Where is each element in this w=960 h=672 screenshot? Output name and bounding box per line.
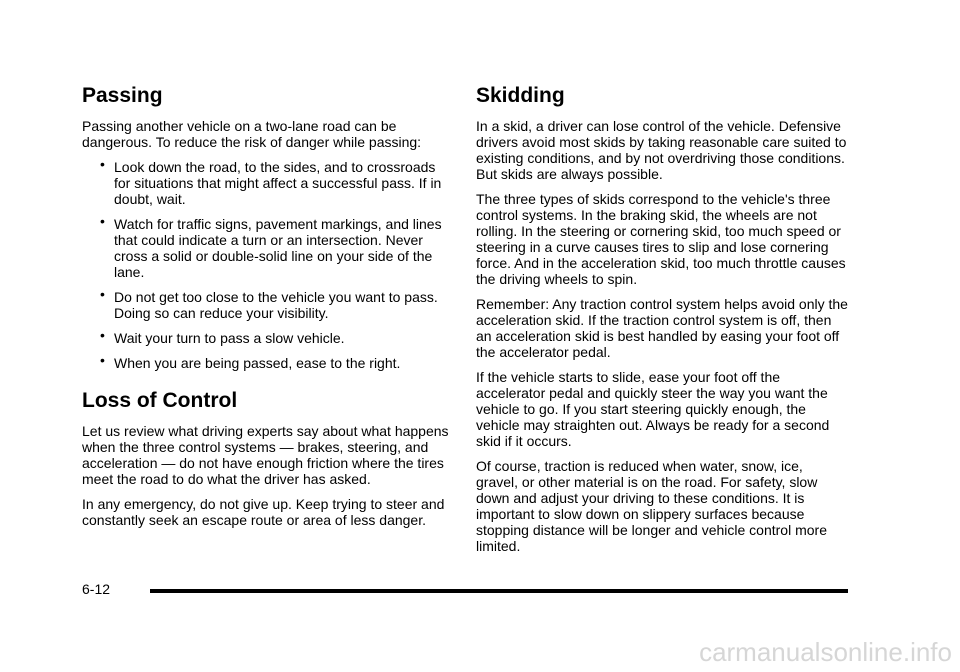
skidding-paragraph: The three types of skids correspond to the vehicle's three control systems. In the braking skid, the wheels are not rolling. In the steering or cornering skid, too much speed or steering in a curve causes tires to slip and lose cornering force. And in the acceleration skid, too much throttle causes the driving wheels to spin. <box>476 191 846 287</box>
bullet-marker: • <box>100 327 105 343</box>
skidding-paragraph: If the vehicle starts to slide, ease your foot off the accelerator pedal and quickly steer the way you want the vehicle to go. If you start steering quickly enough, the vehicle may straighten out. Always be ready for a second skid if it occurs. <box>476 369 830 449</box>
passing-bullet-item <box>82 352 454 371</box>
right-column <box>476 82 848 563</box>
passing-bullet-item <box>82 213 454 280</box>
skidding-paragraph: Remember: Any traction control system helps avoid only the acceleration skid. If the traction control system is off, then an acceleration skid is best handled by easing your foot off the accelerator pedal. <box>476 296 848 360</box>
watermark-text: carmanualsonline.info <box>699 637 952 667</box>
skidding-paragraph: Of course, traction is reduced when water, snow, ice, gravel, or other material is on the road. For safety, slow down and adjust your driving to these conditions. It is important to slow down on slippery surfaces because stopping distance will be longer and vehicle control more limited. <box>476 458 827 554</box>
bullet-marker: • <box>100 156 105 172</box>
passing-bullet-text: Look down the road, to the sides, and to crossroads for situations that might affect a successful pass. If in doubt, wait. <box>114 159 442 207</box>
bullet-marker: • <box>100 352 105 368</box>
bullet-marker: • <box>100 213 105 229</box>
passing-bullet-text: Do not get too close to the vehicle you want to pass. Doing so can reduce your visibility. <box>114 289 438 321</box>
heading-skidding: Skidding <box>476 84 565 107</box>
passing-bullet-item <box>82 156 454 207</box>
passing-bullet-item <box>82 327 454 346</box>
footer-rule <box>150 589 848 593</box>
passing-bullet-text: Wait your turn to pass a slow vehicle. <box>114 330 345 346</box>
loss-of-control-paragraph: Let us review what driving experts say about what happens when the three control systems — brakes, steering, and acceleration — do not have enough friction where the tires meet the road to do what the driver has asked. <box>82 423 449 487</box>
passing-intro: Passing another vehicle on a two-lane road can be dangerous. To reduce the risk of danger while passing: <box>82 118 422 150</box>
passing-bullet-text: Watch for traffic signs, pavement markings, and lines that could indicate a turn or an intersection. Never cross a solid or double-solid line on your side of the lane. <box>114 216 442 280</box>
passing-bullet-item <box>82 286 454 321</box>
passing-bullet-text: When you are being passed, ease to the right. <box>114 355 401 371</box>
heading-loss-of-control: Loss of Control <box>82 389 238 412</box>
passing-bullet-list <box>82 156 454 371</box>
loss-of-control-paragraph: In any emergency, do not give up. Keep trying to steer and constantly seek an escape route or area of less danger. <box>82 496 445 528</box>
bullet-marker: • <box>100 286 105 302</box>
page-number: 6-12 <box>82 581 111 597</box>
left-column <box>82 82 454 537</box>
heading-passing: Passing <box>82 84 163 107</box>
skidding-paragraph: In a skid, a driver can lose control of the vehicle. Defensive drivers avoid most skids by taking reasonable care suited to existing conditions, and by not overdriving those conditions. But skids are always possible. <box>476 118 847 182</box>
